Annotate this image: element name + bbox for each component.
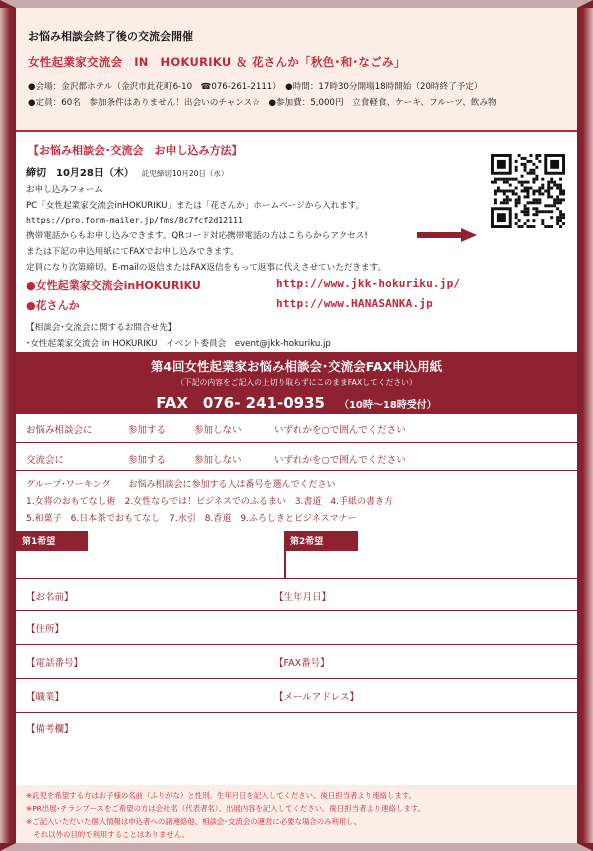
- qr-code-icon[interactable]: [491, 154, 565, 228]
- site-url-link[interactable]: http://www.HANASANKA.jp: [276, 297, 433, 310]
- footnote: ※PR出展･チラシブースをご希望の方は会社名（代表者名）、出展内容を記入してください。後日担当者より連絡します。: [26, 804, 425, 813]
- email-label: 【メールアドレス】: [274, 692, 360, 703]
- exchange-attendance-row[interactable]: [16, 443, 577, 471]
- fax-form-instruction: （下記の内容をご記入の上切り取らずにこのままFAXしてください）: [176, 378, 417, 387]
- event-header: [16, 8, 577, 128]
- method-title: 【お悩み相談会･交流会 お申し込み方法】: [28, 144, 243, 157]
- phone-fax-row[interactable]: [16, 645, 577, 679]
- form-url-link[interactable]: https://pro.form-mailer.jp/fms/8c7fcf2d12111: [26, 215, 243, 225]
- consult-attendance-row[interactable]: [16, 414, 577, 443]
- header-subtitle: 女性起業家交流会 IN HOKURIKU ＆ 花さんか「秋色･和･なごみ」: [28, 55, 406, 69]
- attend-option[interactable]: 参加する: [128, 455, 167, 466]
- choose-instruction: いずれかを○で囲んでください: [274, 455, 406, 466]
- site-name: ●花さんか: [26, 299, 80, 312]
- form-description: PC「女性起業家交流会inHOKURIKU」または「花さんか」ホームページから入れます。: [26, 201, 365, 211]
- header-title: お悩み相談会終了後の交流会開催: [28, 30, 193, 43]
- consult-label: お悩み相談会に: [26, 425, 93, 436]
- job-label: 【職業】: [26, 692, 65, 703]
- group-working: [16, 471, 577, 524]
- footnote: ※ご記入いただいた個人情報は申込者への諸連絡他、相談会･交流会の運営に必要な場合のみ利用し、: [26, 817, 362, 826]
- fax-label: 【FAX番号】: [274, 658, 330, 669]
- mobile-info: 携帯電話からもお申し込みできます。QRコード対応携帯電話の方はこちらからアクセス!: [26, 231, 368, 241]
- left-border: [0, 8, 16, 843]
- right-border: [577, 8, 593, 843]
- fax-form-title: 第4回女性起業家お悩み相談会･交流会FAX申込用紙: [150, 359, 443, 374]
- remarks-label: 【備考欄】: [26, 724, 74, 735]
- arrow-right-icon: [417, 228, 477, 242]
- fax-number-text: FAX 076- 241-0935: [156, 394, 325, 412]
- fax-application-form: [16, 414, 577, 785]
- limit-info: 定員になり次第締切、E-mailの返信またはFAX返信をもって返事に代えさせていただきます。: [26, 263, 387, 273]
- name-birthday-row[interactable]: [16, 579, 577, 611]
- inquiry-line: ･女性起業家交流会 in HOKURIKU イベント委員会 event@jkk-hokuriku.jp: [26, 339, 331, 349]
- fax-info: または下記の申込用紙にてFAXでお申し込みできます。: [26, 247, 239, 257]
- attend-option[interactable]: 参加する: [128, 425, 167, 436]
- absent-option[interactable]: 参加しない: [194, 455, 242, 466]
- site-url-link[interactable]: http://www.jkk-hokuriku.jp/: [276, 277, 461, 290]
- footnote: ※託児を希望する方はお子様の名前（ふりがな）と性別、生年月日を記入してください。後日担当者より連絡します。: [26, 791, 416, 800]
- site-name: ●女性起業家交流会inHOKURIKU: [26, 279, 201, 292]
- group-options[interactable]: 1.女将のおもてなし術 2.女性ならでは！ビジネスでのふるまい 3.書道 4.手紙の書き方: [26, 497, 393, 507]
- first-choice-label: 第1希望: [16, 531, 88, 551]
- fax-form-header: [16, 352, 577, 414]
- form-label: お申し込みフォーム: [26, 185, 103, 195]
- childcare-deadline: 託児締切10月20日（水）: [141, 169, 229, 178]
- wish-input-row[interactable]: [16, 531, 577, 579]
- venue-time-info: ●会場：金沢都ホテル（金沢市此花町6-10 ☎076-261-2111） ●時間：17時30分開場18時開始（20時終了予定）: [28, 82, 483, 92]
- absent-option[interactable]: 参加しない: [194, 425, 242, 436]
- birthday-label: 【生年月日】: [274, 592, 332, 603]
- deadline: [26, 164, 567, 179]
- inquiry-title: 【相談会･交流会に関するお問合せ先】: [26, 323, 177, 333]
- deadline-text: 締切 10月28日（木）: [26, 168, 134, 179]
- address-row[interactable]: [16, 611, 577, 645]
- group-working-row: [16, 471, 577, 531]
- group-title: グループ･ワーキング お悩み相談会に参加する人は番号を選んでください: [26, 480, 336, 490]
- site-row-hanasanka: [26, 297, 567, 313]
- remarks-row[interactable]: [16, 713, 577, 785]
- fax-hours: （10時～18時受付）: [338, 400, 437, 411]
- job-email-row[interactable]: [16, 679, 577, 713]
- second-choice-label: 第2希望: [284, 531, 358, 551]
- site-row-jkk: [26, 277, 567, 293]
- fax-number: [16, 392, 577, 413]
- exchange-label: 交流会に: [26, 455, 65, 466]
- phone-label: 【電話番号】: [26, 658, 84, 669]
- application-method-section: [16, 130, 577, 352]
- group-options[interactable]: 5.和菓子 6.日本茶でおもてなし 7.水引 8.香道 9.ふろしきとビジネスマナー: [26, 514, 357, 524]
- footnote: それ以外の目的で利用することはありません。: [26, 830, 190, 839]
- choose-instruction: いずれかを○で囲んでください: [274, 425, 406, 436]
- name-label: 【お名前】: [26, 592, 74, 603]
- footnotes: [16, 785, 577, 843]
- address-label: 【住所】: [26, 624, 65, 635]
- capacity-fee-info: ●定員：60名 参加条件はありません！出会いのチャンス☆ ●参加費：5,000円 立食軽食、ケーキ、フルーツ、飲み物: [28, 98, 497, 108]
